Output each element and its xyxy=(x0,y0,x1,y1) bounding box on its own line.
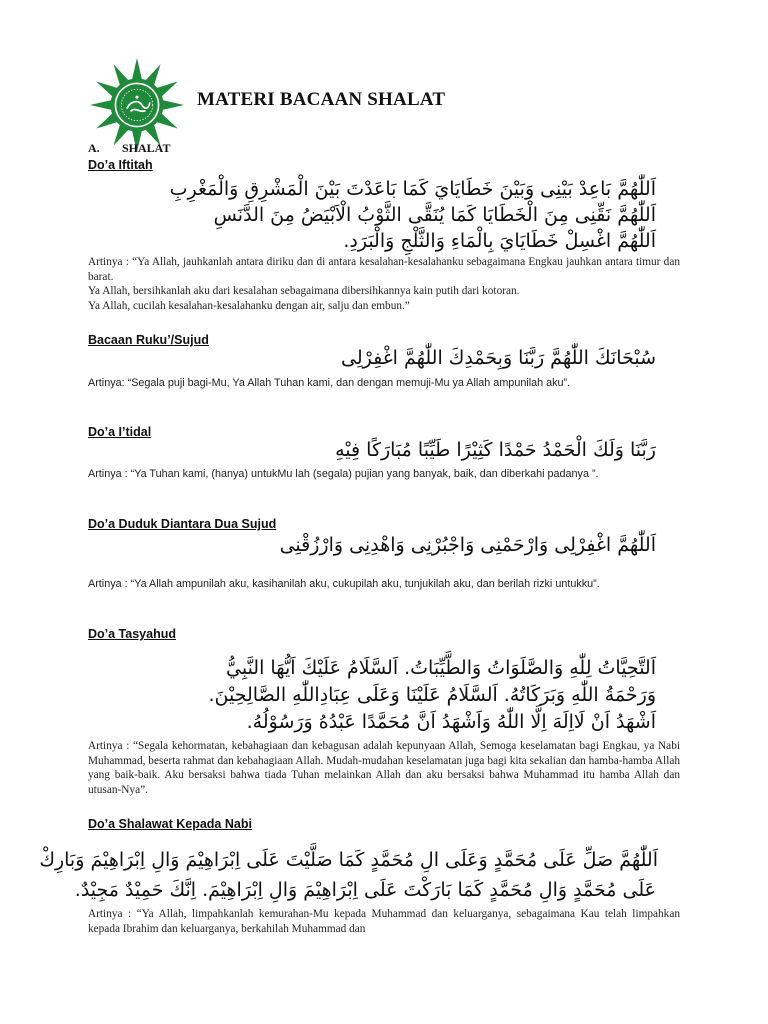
heading-duduk-diantara-dua-sujud: Do’a Duduk Diantara Dua Sujud xyxy=(88,517,277,531)
arabic-line: عَلَى مُحَمَّدٍ وَالِ مُحَمَّدٍ كَمَا بَارَكْتَ عَلَى اِبْرَاهِيْمَ وَالِ اِبْرَاهِيْمَ. اِنَّكَ حَمِيْدٌ مَجِيْدٌ. xyxy=(74,879,656,901)
translation-itidal: Artinya : “Ya Tuhan kami, (hanya) untukMu lah (segala) pujian yang banyak, baik, dan diberkahi padanya ”. xyxy=(88,468,599,480)
muhammadiyah-logo-icon xyxy=(88,56,186,154)
translation-line: Ya Allah, cucilah kesalahan-kesalahanku dengan air, salju dan embun.” xyxy=(88,299,410,312)
arabic-line: رَبَّنَا وَلَكَ الْحَمْدُ حَمْدًا كَثِيْرًا طَيِّبًا مُبَارَكًا فِيْهِ xyxy=(335,439,656,461)
heading-shalawat: Do’a Shalawat Kepada Nabi xyxy=(88,817,252,831)
logo-ray xyxy=(132,58,142,80)
arabic-line: اَللّٰهُمَّ صَلِّ عَلَى مُحَمَّدٍ وَعَلَى الِ مُحَمَّدٍ كَمَا صَلَّيْتَ عَلَى اِبْرَاهِيْمَ وَالِ اِبْرَاهِيْمَ وَبَارِكْ xyxy=(39,849,658,871)
arabic-line: اَللّٰهُمَّ اغْسِلْ خَطَايَايَ بِالْمَاءِ وَالثَّلْجِ وَالْبَرَدِ. xyxy=(343,230,656,252)
section-number: A. xyxy=(88,141,100,155)
logo-ray xyxy=(90,100,112,110)
arabic-line: اَللّٰهُمَّ نَقِّنِى مِنَ الْخَطَايَا كَمَا يُنَقَّى الثَّوْبُ الْاَبْيَضُ مِنَ الدَّنَسِ xyxy=(213,204,656,226)
arabic-line: سُبْحَانَكَ اللّٰهُمَّ رَبَّنَا وَبِحَمْدِكَ اللّٰهُمَّ اغْفِرْلِى xyxy=(341,347,656,369)
heading-itidal: Do’a I’tidal xyxy=(88,425,152,439)
translation-doa-iftitah xyxy=(88,255,680,313)
translation-shalawat: Artinya : “Ya Allah, limpahkanlah kemurahan-Mu kepada Muhammad dan keluarganya, sebagaimana Kau telah limpahkan kepada Ibrahim dan keluarganya, berkahilah Muhammad dan xyxy=(88,908,680,935)
page-title: MATERI BACAAN SHALAT xyxy=(197,89,446,110)
section-heading xyxy=(88,141,170,156)
arabic-line: اَللّٰهُمَّ بَاعِدْ بَيْنِى وَبَيْنَ خَطَايَايَ كَمَا بَاعَدْتَ بَيْنَ الْمَشْرِقِ وَالْمَغْرِبِ xyxy=(169,178,656,200)
translation-line: Ya Allah, bersihkanlah aku dari kesalahan sebagaimana dibersihkannya kain putih dari kotoran. xyxy=(88,285,520,298)
translation-tasyahud: Artinya : “Segala kehormatan, kebahagiaan dan kebagusan adalah kepunyaan Allah, Semoga keselamatan bagi Engkau, ya Nabi Muhammad, beserta rahmat dan kebahagiaan Allah. Mudah-mudahan keselamatan juga bagi kita sekalian dan hamba-hamba Allah yang baik-baik. Aku bersaksi bahwa tiada Tuhan melainkan Allah dan aku bersaksi bahwa Muhammad itu hamba Allah dan utusan-Nya”. xyxy=(88,740,680,796)
arabic-line: وَرَحْمَةُ اللّٰهِ وَبَرَكَاتُهُ. اَلسَّلَامُ عَلَيْنَا وَعَلَى عِبَادِاللّٰهِ الصَّالِحِيْنَ. xyxy=(208,684,656,706)
logo-ray xyxy=(162,100,184,110)
section-label: SHALAT xyxy=(122,141,171,155)
arabic-line: اَللّٰهُمَّ اغْفِرْلِى وَارْحَمْنِى وَاجْبُرْنِى وَاهْدِنِى وَارْزُقْنِى xyxy=(279,534,656,556)
heading-ruku-sujud: Bacaan Ruku’/Sujud xyxy=(88,333,209,347)
arabic-line: اَلتَّحِيَّاتُ لِلّٰهِ وَالصَّلَوَاتُ وَالطَّيِّبَاتُ. اَلسَّلَامُ عَلَيْكَ اَيُّهَا النَّبِيُّ xyxy=(226,657,656,679)
heading-tasyahud: Do’a Tasyahud xyxy=(88,627,176,641)
translation-duduk: Artinya : “Ya Allah ampunilah aku, kasihanilah aku, cukupilah aku, tunjukilah aku, dan berilah rizki untukku”. xyxy=(88,578,600,590)
translation-line: Artinya : “Ya Allah, jauhkanlah antara diriku dan di antara kesalahan-kesalahanku sebagaimana Engkau jauhkan antara timur dan barat. xyxy=(88,256,680,283)
arabic-line: اَشْهَدُ اَنْ لَااِلَهَ اِلَّا اللّٰهُ وَاَشْهَدُ اَنَّ مُحَمَّدًا عَبْدُهُ وَرَسُوْلُهُ. xyxy=(246,711,656,733)
heading-doa-iftitah: Do’a Iftitah xyxy=(88,158,153,172)
translation-ruku-sujud: Artinya: “Segala puji bagi-Mu, Ya Allah Tuhan kami, dan dengan memuji-Mu ya Allah ampunilah aku”. xyxy=(88,377,571,389)
